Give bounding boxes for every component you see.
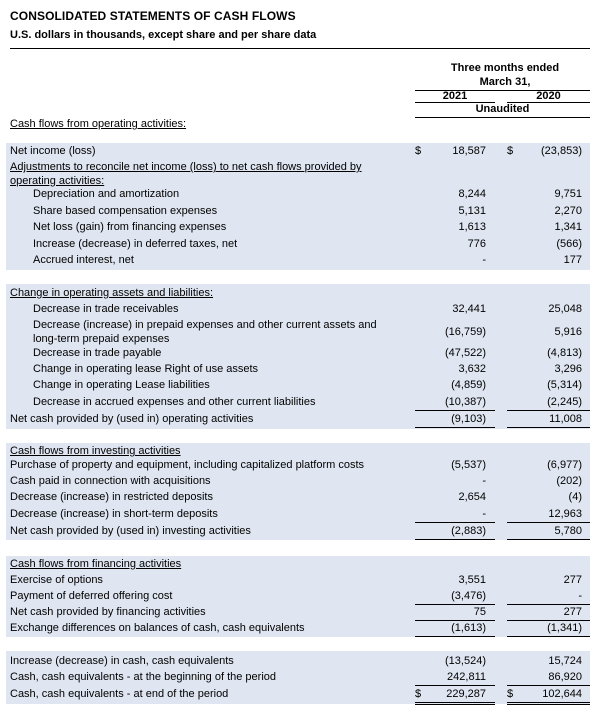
value-2021: - (482, 254, 486, 266)
section-heading-label: Cash flows from financing activities (10, 558, 182, 570)
subtotal-rule-2021 (415, 522, 495, 523)
value-2021: 229,287 (446, 688, 486, 700)
value-2020: 5,780 (554, 525, 582, 537)
currency-symbol: $ (415, 688, 422, 700)
total-rule-2020 (507, 636, 590, 637)
row-label: Cash paid in connection with acquisitions (10, 475, 211, 487)
total-rule-2021 (415, 539, 495, 540)
subtotal-rule-2020 (507, 685, 590, 686)
row-label: Purchase of property and equipment, including capitalized platform costs (10, 459, 365, 471)
row-label: Increase (decrease) in cash, cash equivalents (10, 655, 234, 667)
value-2021: (10,387) (445, 396, 486, 408)
row-label: Decrease in accrued expenses and other current liabilities (33, 396, 316, 408)
statement-title: CONSOLIDATED STATEMENTS OF CASH FLOWS (10, 9, 296, 23)
row-label: Net loss (gain) from financing expenses (33, 221, 227, 233)
currency-symbol: $ (415, 145, 422, 157)
value-2020: - (578, 590, 582, 602)
unaudited-label: Unaudited (475, 103, 530, 115)
value-2021: 776 (467, 238, 486, 250)
value-2020: (1,341) (547, 622, 582, 634)
row-label: Decrease in trade payable (33, 347, 162, 359)
row-label: Exercise of options (10, 574, 103, 586)
period-header-line1: Three months ended (450, 62, 560, 74)
value-2020: 25,048 (548, 303, 582, 315)
statement-subtitle: U.S. dollars in thousands, except share and per share data (10, 29, 317, 41)
value-2020: (2,245) (547, 396, 582, 408)
value-2020: (4) (568, 491, 582, 503)
total-rule-2020 (507, 427, 590, 428)
value-2021: 18,587 (452, 145, 486, 157)
row-label: Accrued interest, net (33, 254, 134, 266)
title-rule (10, 48, 590, 49)
value-2020: 177 (563, 254, 582, 266)
value-2020: 102,644 (542, 688, 582, 700)
value-2021: 32,441 (452, 303, 486, 315)
currency-symbol: $ (507, 688, 514, 700)
value-2020: (202) (556, 475, 582, 487)
row-label: Change in operating lease Right of use assets (33, 363, 259, 375)
section-heading-label: Change in operating assets and liabilities: (10, 287, 214, 299)
row-label: Cash, cash equivalents - at the beginning of the period (10, 671, 277, 683)
row-label: Exchange differences on balances of cash, cash equivalents (10, 622, 305, 634)
subtotal-rule-2020 (507, 410, 590, 411)
value-2021: (5,537) (451, 459, 486, 471)
subtotal-rule-2021 (415, 685, 495, 686)
value-2020: 1,341 (554, 221, 582, 233)
row-label: Net cash provided by (used in) investing activities (10, 525, 251, 537)
row-label: Decrease (increase) in prepaid expenses and other current assets and long-term prepaid expenses (33, 319, 377, 345)
value-2020: 277 (563, 606, 582, 618)
row-label: Decrease in trade receivables (33, 303, 179, 315)
row-label: Adjustments to reconcile net income (loss) to net cash flows provided by operating activities: (10, 161, 362, 187)
grand-total-rule-2021 (415, 702, 495, 705)
value-2020: 11,008 (549, 413, 582, 425)
value-2020: 2,270 (554, 205, 582, 217)
value-2020: 12,963 (548, 508, 582, 520)
row-label: Depreciation and amortization (33, 188, 180, 200)
value-2020: 3,296 (554, 363, 582, 375)
row-label: Change in operating Lease liabilities (33, 379, 210, 391)
grand-total-rule-2020 (507, 702, 590, 705)
row-label: Increase (decrease) in deferred taxes, net (33, 238, 238, 250)
value-2020: 5,916 (554, 326, 582, 338)
value-2021: 8,244 (458, 188, 486, 200)
value-2021: (4,859) (451, 379, 486, 391)
value-2021: (47,522) (445, 347, 486, 359)
value-2021: 5,131 (458, 205, 486, 217)
column-header-2021: 2021 (442, 90, 468, 102)
value-2021: 242,811 (447, 671, 486, 683)
period-header-line2: March 31, (479, 76, 531, 88)
total-rule-2020 (507, 539, 590, 540)
value-2021: (9,103) (451, 413, 486, 425)
value-2021: 2,654 (458, 491, 486, 503)
row-label: Net cash provided by financing activities (10, 606, 206, 618)
value-2020: (566) (556, 238, 582, 250)
value-2021: 3,551 (458, 574, 486, 586)
value-2020: 15,724 (548, 655, 582, 667)
value-2020: 86,920 (548, 671, 582, 683)
row-label: Net income (loss) (10, 145, 96, 157)
value-2021: 75 (473, 606, 486, 618)
section-heading-label: Cash flows from investing activities (10, 445, 181, 457)
subtotal-rule-2020 (507, 522, 590, 523)
row-label: Decrease (increase) in restricted deposits (10, 491, 213, 503)
row-label: Decrease (increase) in short-term deposits (10, 508, 218, 520)
value-2021: - (482, 475, 486, 487)
value-2021: (16,759) (445, 326, 486, 338)
value-2021: (1,613) (451, 622, 486, 634)
value-2020: (23,853) (541, 145, 582, 157)
row-label: Net cash provided by (used in) operating activities (10, 413, 254, 425)
value-2021: (13,524) (445, 655, 486, 667)
value-2020: 277 (563, 574, 582, 586)
row-label: Share based compensation expenses (33, 205, 218, 217)
subtotal-rule-2021 (415, 410, 495, 411)
row-label: Cash, cash equivalents - at end of the period (10, 688, 229, 700)
row-label: Payment of deferred offering cost (10, 590, 173, 602)
currency-symbol: $ (507, 145, 514, 157)
value-2020: 9,751 (554, 188, 582, 200)
header-bottom-rule (415, 117, 590, 118)
total-rule-2021 (415, 636, 495, 637)
total-rule-2021 (415, 427, 495, 428)
value-2020: (6,977) (547, 459, 582, 471)
value-2021: 3,632 (458, 363, 486, 375)
value-2020: (4,813) (547, 347, 582, 359)
value-2021: (3,476) (451, 590, 486, 602)
value-2021: 1,613 (458, 221, 486, 233)
section-heading-label: Cash flows from operating activities: (10, 118, 187, 130)
value-2021: - (482, 508, 486, 520)
column-header-2020: 2020 (536, 90, 561, 102)
value-2020: (5,314) (547, 379, 582, 391)
value-2021: (2,883) (451, 525, 486, 537)
